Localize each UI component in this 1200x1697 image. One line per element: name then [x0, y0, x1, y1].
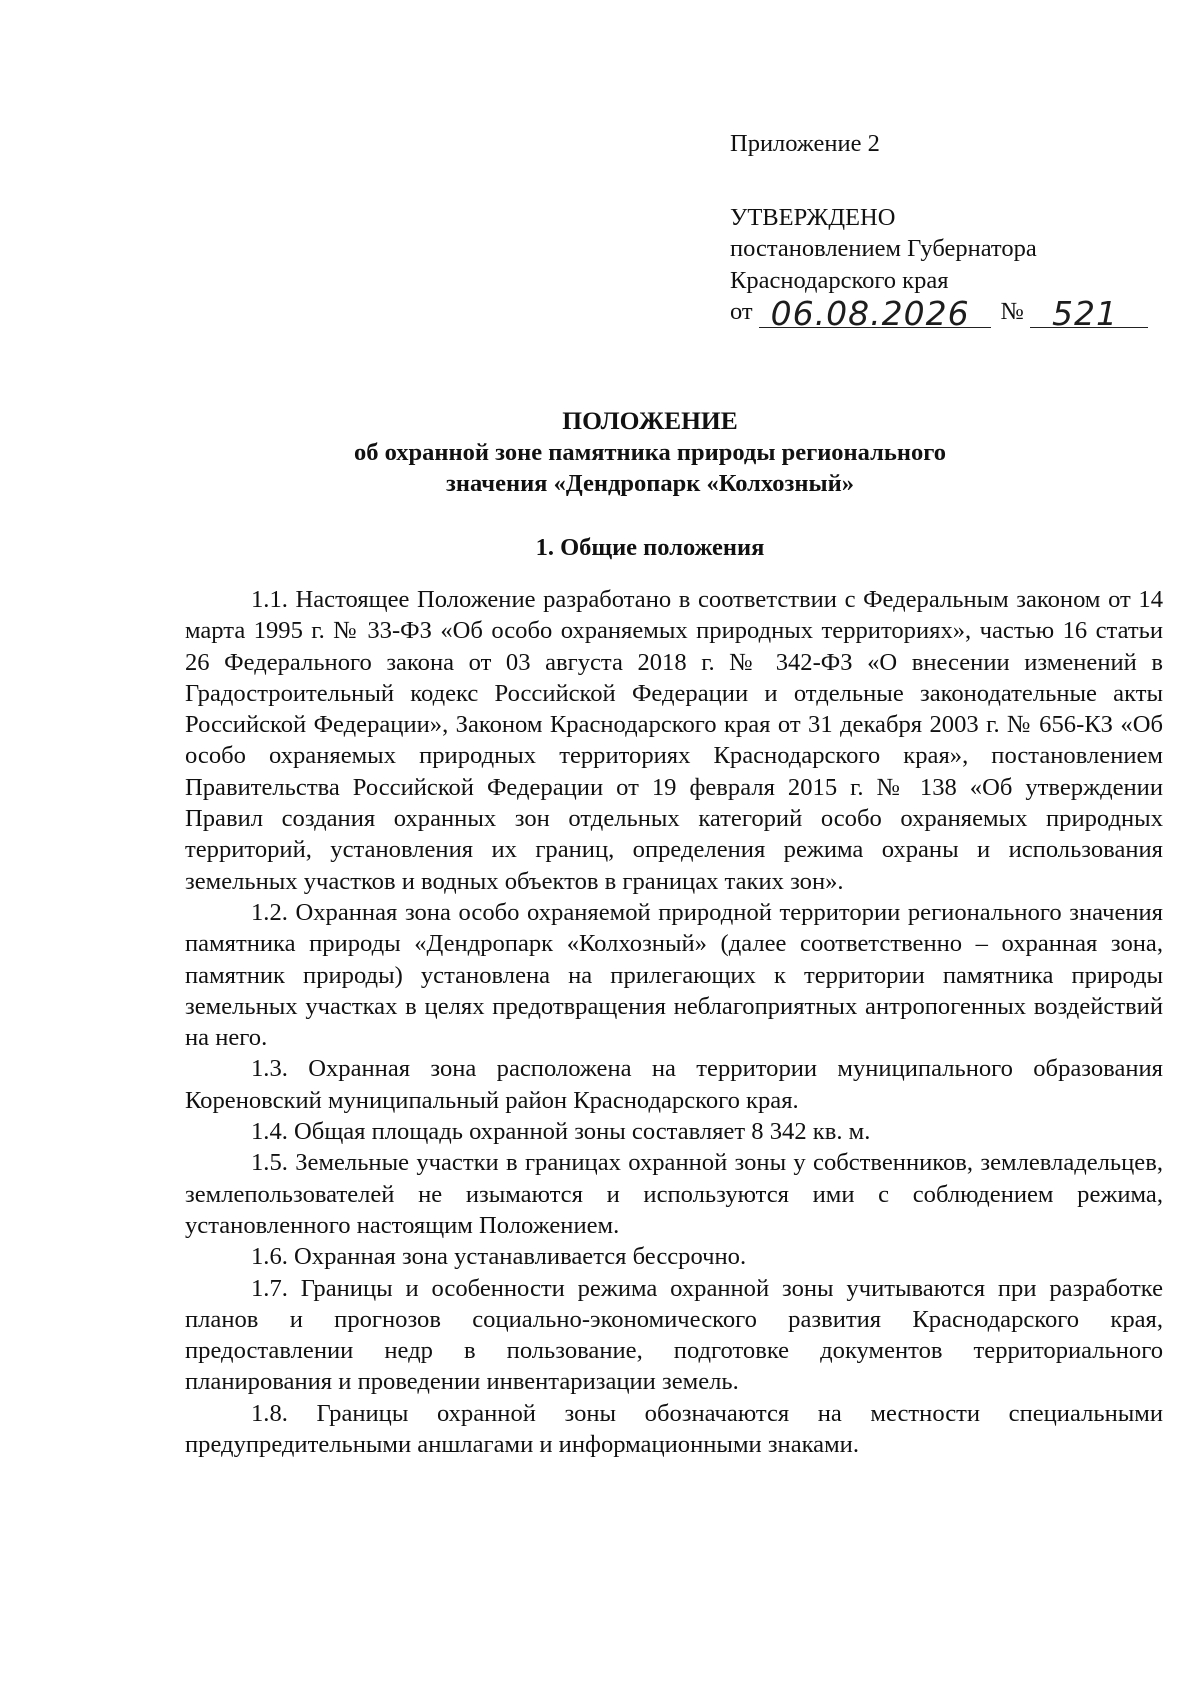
paragraph-1-1: 1.1. Настоящее Положение разработано в соответствии с Федеральным законом от 14 марта 1995 г. № 33-ФЗ «Об особо охраняемых природных территориях», частью 16 статьи 26 Федерального закона от 03 августа 2018 г. № 342-ФЗ «О внесении изменений в Градостроительный кодекс Российской Федерации и отдельные законодательные акты Российской Федерации», Законом Краснодарского края от 31 декабря 2003 г. № 656-КЗ «Об особо охраняемых природных территориях Краснодарского края», постановлением Правительства Российской Федерации от 19 февраля 2015 г. № 138 «Об утверждении Правил создания охранных зон отдельных категорий особо охраняемых природных территорий, установления их границ, определения режима охраны и использования земельных участков и водных объектов в границах таких зон».	[185, 586, 1163, 895]
paragraph-1-5: 1.5. Земельные участки в границах охранной зоны у собственников, землевладельцев, землепользователей не изымаются и используются ими с соблюдением режима, установленного настоящим Положением.	[185, 1149, 1163, 1239]
title-line-1: ПОЛОЖЕНИЕ	[562, 406, 738, 435]
approval-stamp-block	[730, 128, 1170, 333]
approved-heading: УТВЕРЖДЕНО	[730, 203, 896, 231]
date-number-row	[730, 294, 1170, 333]
paragraph-1-7: 1.7. Границы и особенности режима охранной зоны учитываются при разработке планов и прогнозов социально-экономического развития Краснодарского края, предоставлении недр в пользование, подготовке документов территориального планирования и проведении инвентаризации земель.	[185, 1274, 1163, 1396]
title-line-3: значения «Дендропарк «Колхозный»	[446, 470, 854, 497]
paragraph-1-8: 1.8. Границы охранной зоны обозначаются на местности специальными предупредительными аншлагами и информационными знаками.	[185, 1399, 1163, 1459]
appendix-label: Приложение 2	[730, 130, 880, 157]
title-line-2: об охранной зоне памятника природы регионального	[354, 438, 946, 466]
date-prefix: от	[730, 298, 753, 325]
approved-by-line-1: постановлением Губернатора	[730, 235, 1037, 262]
number-field	[1030, 294, 1148, 333]
paragraph-1-6: 1.6. Охранная зона устанавливается бессрочно.	[251, 1243, 747, 1271]
paragraph-1-3: 1.3. Охранная зона расположена на территории муниципального образования Кореновский муниципальный район Краснодарского края.	[185, 1055, 1163, 1114]
handwritten-number: 521	[1052, 294, 1119, 333]
approved-by-line-2: Краснодарского края	[730, 266, 949, 294]
paragraph-1-2: 1.2. Охранная зона особо охраняемой природной территории регионального значения памятника природы «Дендропарк «Колхозный» (далее соответственно – охранная зона, памятник природы) установлена на прилегающих к территории памятника природы земельных участках в целях предотвращения неблагоприятных антропогенных воздействий на него.	[185, 898, 1163, 1052]
section-heading: 1. Общие положения	[535, 534, 765, 561]
handwritten-date: 06.08.2026	[770, 294, 970, 333]
date-field	[759, 294, 991, 333]
section-body	[185, 584, 1163, 1460]
document-title	[120, 405, 1180, 500]
paragraph-1-4: 1.4. Общая площадь охранной зоны составляет 8 342 кв. м.	[251, 1118, 871, 1146]
number-prefix: №	[1000, 298, 1025, 325]
